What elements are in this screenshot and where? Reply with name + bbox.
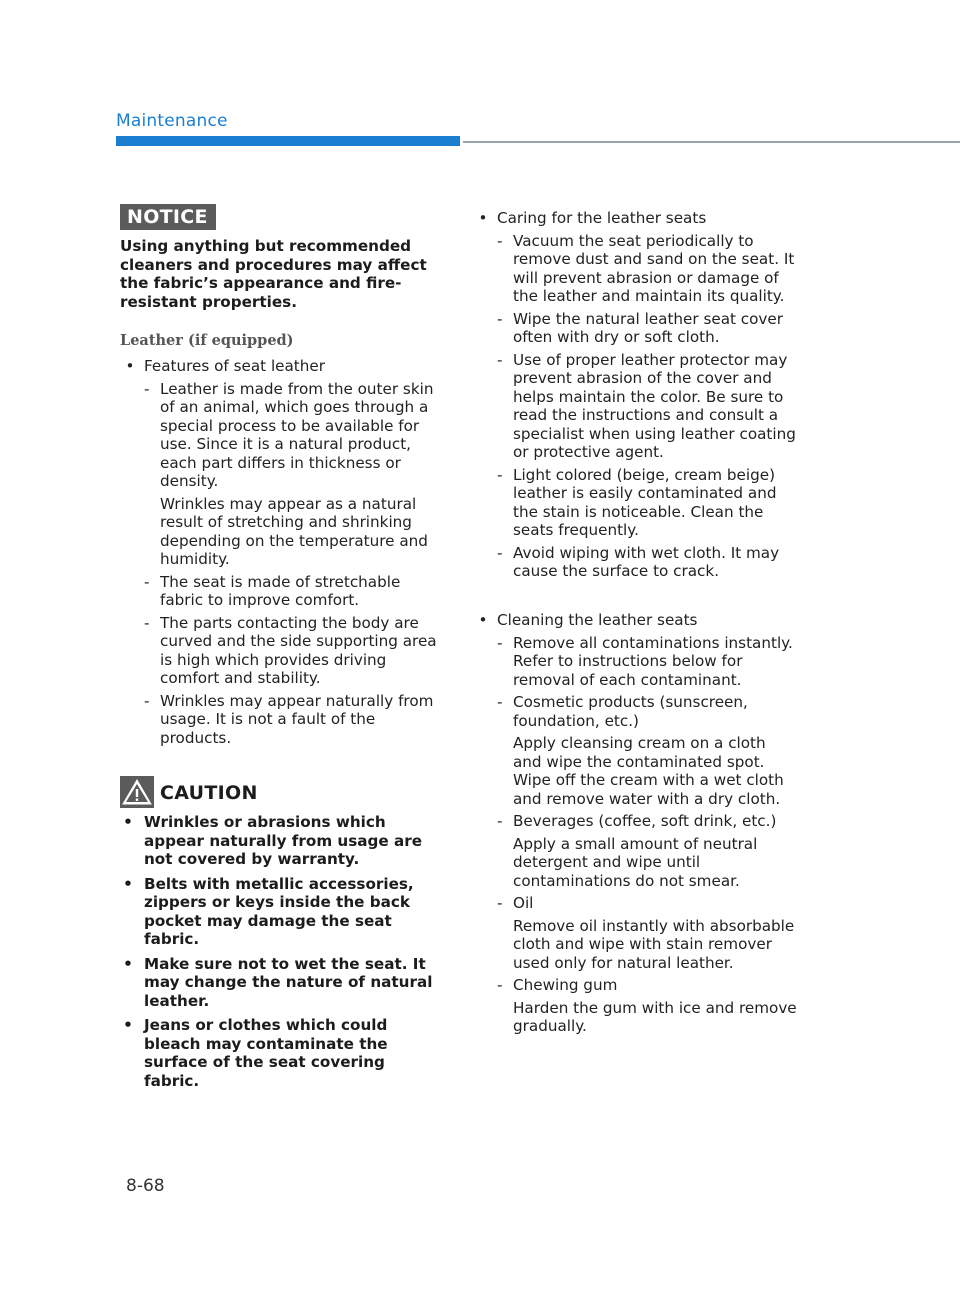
- bullet-icon: •: [123, 813, 133, 831]
- sub-item-text: Avoid wiping with wet cloth. It may cause the surface to crack.: [513, 543, 780, 580]
- dash-icon: -: [497, 976, 503, 994]
- sub-item-text: Vacuum the seat periodically to remove dust and sand on the seat. It will prevent abrasion or damage of the leather and maintain its quality.: [513, 231, 795, 305]
- bullet-icon: •: [478, 209, 488, 227]
- features-title: Features of seat leather: [144, 357, 325, 375]
- sub-item-text: The seat is made of stretchable fabric to improve comfort.: [160, 572, 401, 609]
- sub-item-text: Leather is made from the outer skin of an animal, which goes through a special process to be available for use. Since it is a natural product, each part differs in thickness or density.: [160, 379, 434, 490]
- leather-heading: Leather (if equipped): [120, 332, 294, 349]
- sub-item-text: Remove all contaminations instantly. Refer to instructions below for removal of each contaminant.: [513, 633, 793, 689]
- bullet-icon: •: [123, 874, 133, 893]
- list-item: [123, 813, 444, 869]
- list-item: [478, 611, 799, 1036]
- list-item: [478, 209, 799, 581]
- sub-item-text: Wrinkles may appear naturally from usage. It is not a fault of the products.: [160, 691, 434, 747]
- list-item: [125, 357, 440, 747]
- dash-icon: -: [497, 231, 503, 250]
- sub-item-text: Oil: [513, 894, 534, 912]
- bullet-icon: •: [478, 611, 488, 629]
- dash-icon: -: [497, 633, 503, 652]
- caution-item-text: Make sure not to wet the seat. It may change the nature of natural leather.: [144, 954, 433, 1010]
- dash-icon: -: [497, 693, 503, 711]
- sub-item: [497, 466, 799, 540]
- sub-item: [497, 693, 799, 808]
- cleaning-title: Cleaning the leather seats: [497, 611, 698, 629]
- bullet-icon: •: [125, 357, 135, 375]
- caution-title: CAUTION: [160, 782, 258, 804]
- dash-icon: -: [497, 543, 503, 562]
- cleaning-list: [478, 611, 799, 1036]
- sub-item: [497, 232, 799, 306]
- sub-item: [497, 634, 799, 690]
- list-item: [123, 954, 444, 1011]
- sub-item-text: Cosmetic products (sunscreen, foundation, etc.): [513, 693, 748, 730]
- sub-item-extra: Apply a small amount of neutral detergent and wipe until contaminations do not smear.: [513, 834, 758, 890]
- warning-triangle-icon: [120, 776, 154, 808]
- caring-title: Caring for the leather seats: [497, 209, 707, 227]
- sub-item: [497, 310, 799, 347]
- dash-icon: -: [497, 350, 503, 369]
- sub-item-text: Use of proper leather protector may prevent abrasion of the cover and helps maintain the color. Be sure to read the instructions and consult a specialist when using leather coating or protective agent.: [513, 350, 796, 461]
- dash-icon: -: [144, 613, 150, 632]
- header-rule: [463, 141, 960, 143]
- notice-text: Using anything but recommended cleaners and procedures may affect the fabric’s appearance and fire-resistant properties.: [120, 237, 427, 311]
- dash-icon: -: [497, 812, 503, 830]
- bullet-icon: •: [123, 1016, 133, 1034]
- dash-icon: -: [144, 379, 150, 398]
- page-number: 8-68: [126, 1176, 165, 1196]
- sub-item-extra: Remove oil instantly with absorbable cloth and wipe with stain remover used only for natural leather.: [513, 916, 795, 972]
- sub-item-extra: Wrinkles may appear as a natural result of stretching and shrinking depending on the temperature and humidity.: [160, 494, 428, 568]
- sub-item: [497, 351, 799, 462]
- list-item: [123, 874, 444, 949]
- dash-icon: -: [497, 465, 503, 484]
- dash-icon: -: [144, 691, 150, 710]
- dash-icon: -: [497, 309, 503, 328]
- dash-icon: -: [144, 572, 150, 591]
- caution-item-text: Wrinkles or abrasions which appear naturally from usage are not covered by warranty.: [144, 813, 423, 868]
- caution-item-text: Belts with metallic accessories, zippers or keys inside the back pocket may damage the seat fabric.: [144, 874, 414, 948]
- sub-item: [144, 380, 440, 569]
- sub-item-extra: Harden the gum with ice and remove gradually.: [513, 998, 797, 1035]
- section-title: Maintenance: [116, 111, 228, 131]
- sub-item: [497, 544, 799, 581]
- sub-item-text: The parts contacting the body are curved and the side supporting area is high which provides driving comfort and stability.: [160, 613, 437, 687]
- sub-item: [497, 976, 799, 1036]
- dash-icon: -: [497, 894, 503, 912]
- caution-list: [123, 813, 444, 1096]
- sub-item-text: Wipe the natural leather seat cover often with dry or soft cloth.: [513, 309, 784, 346]
- sub-item-text: Light colored (beige, cream beige) leather is easily contaminated and the stain is noticeable. Clean the seats frequently.: [513, 465, 777, 539]
- list-item: [123, 1016, 444, 1090]
- features-list: [125, 357, 440, 747]
- caring-list: [478, 209, 799, 581]
- sub-item-text: Beverages (coffee, soft drink, etc.): [513, 812, 777, 830]
- notice-badge: NOTICE: [120, 204, 216, 230]
- sub-item-extra: Apply cleansing cream on a cloth and wipe the contaminated spot. Wipe off the cream with a wet cloth and remove water with a dry cloth.: [513, 734, 784, 808]
- sub-item: [144, 692, 440, 748]
- sub-item: [144, 573, 440, 610]
- sub-item-text: Chewing gum: [513, 976, 618, 994]
- header-accent-bar: [116, 136, 460, 146]
- sub-item: [144, 614, 440, 688]
- caution-item-text: Jeans or clothes which could bleach may contaminate the surface of the seat covering fabric.: [144, 1016, 388, 1090]
- sub-item: [497, 812, 799, 890]
- bullet-icon: •: [123, 954, 133, 973]
- sub-item: [497, 894, 799, 972]
